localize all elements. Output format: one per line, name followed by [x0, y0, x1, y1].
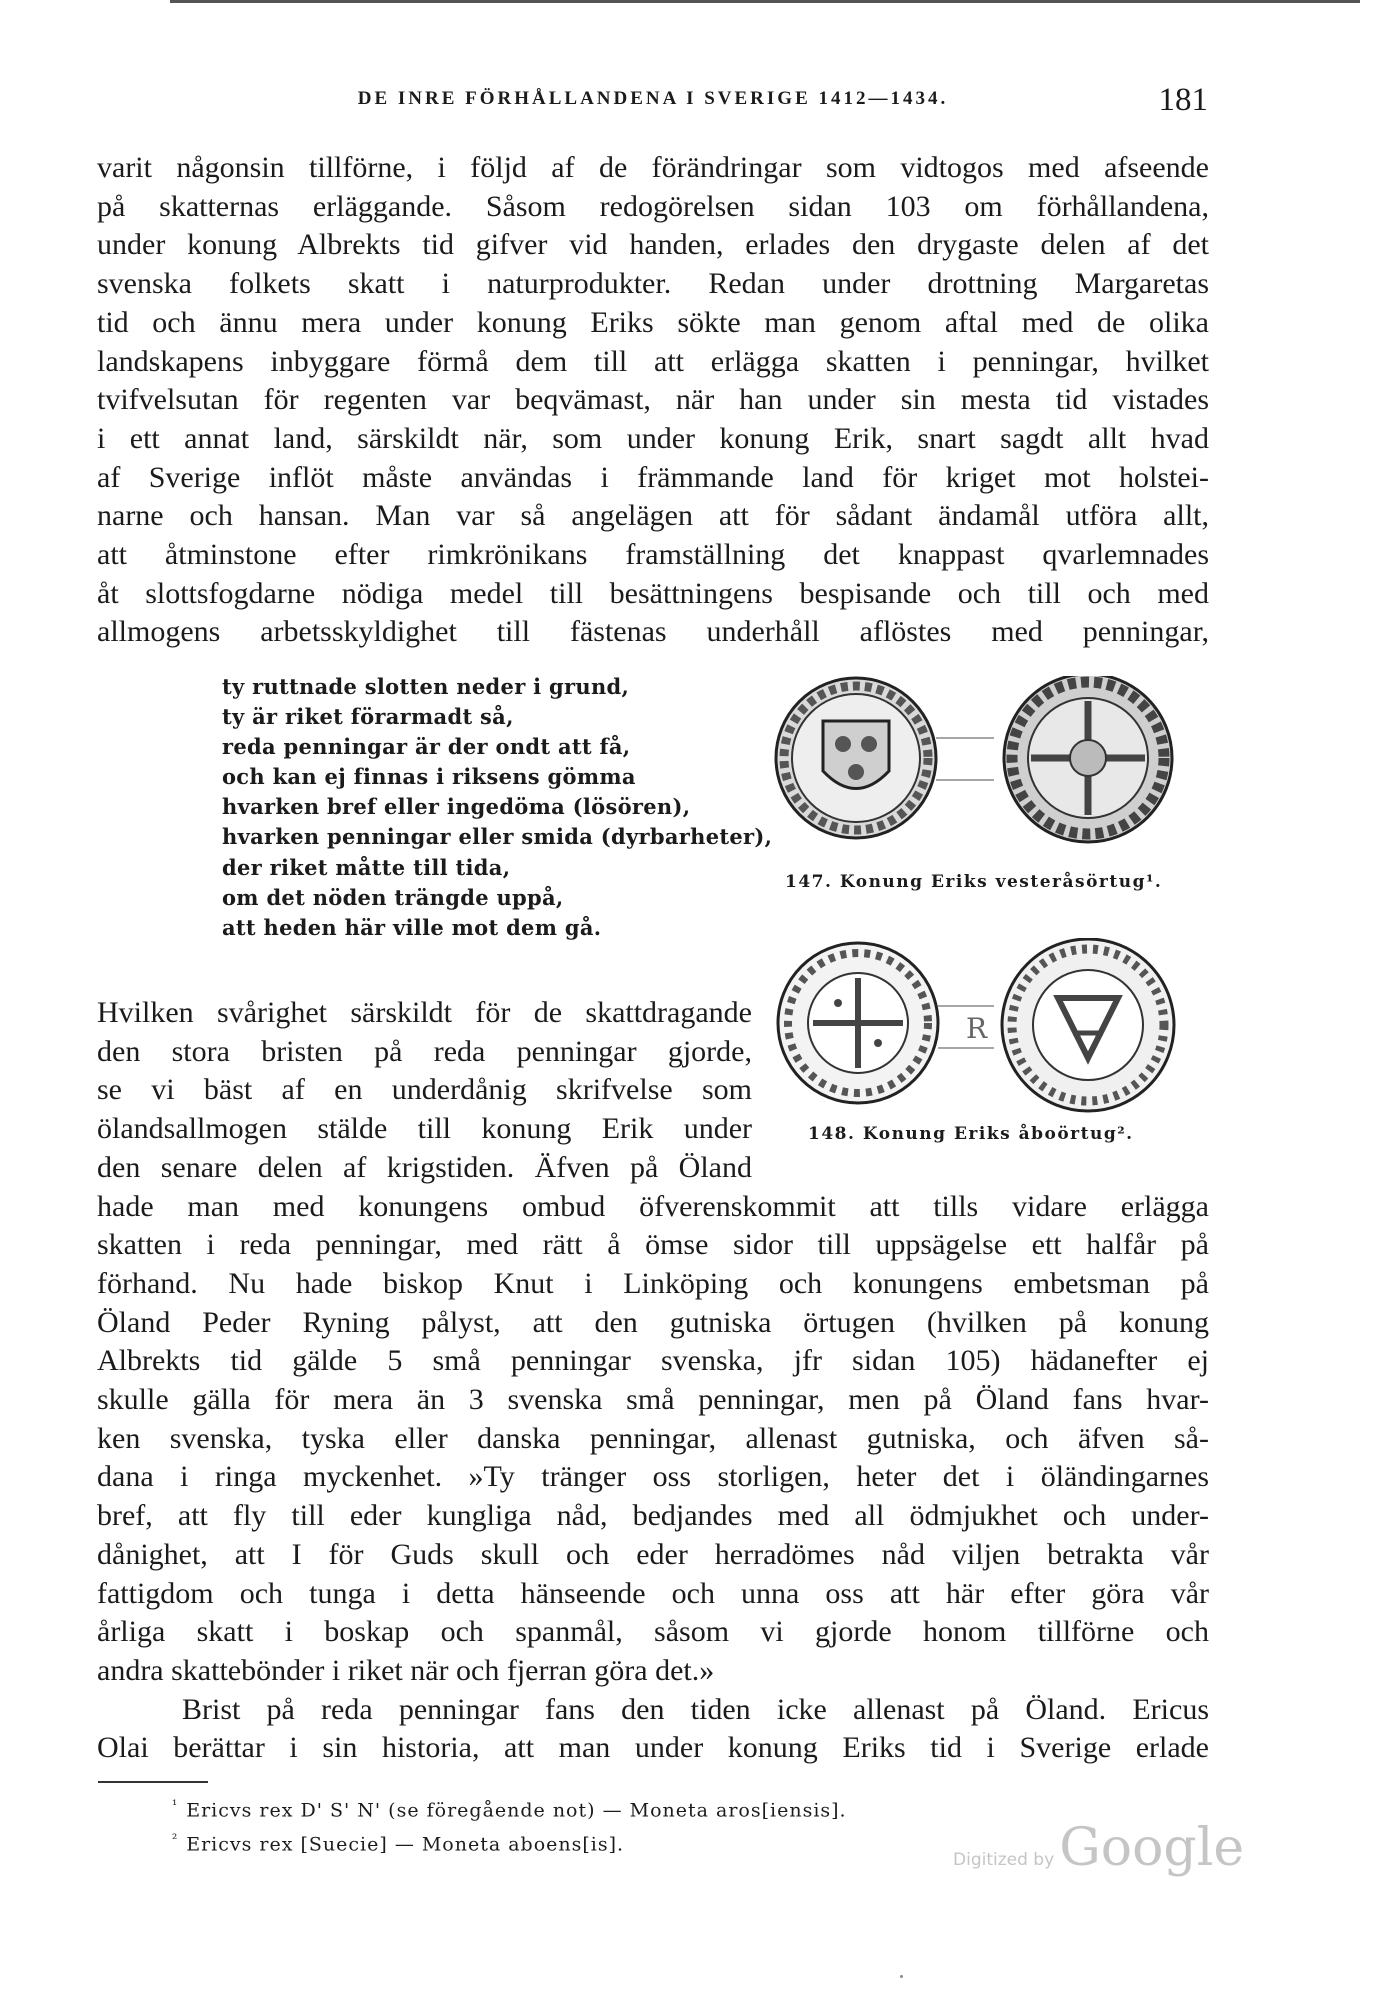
text-line: den senare delen af krigstiden. Äfven på Öland [97, 1150, 752, 1184]
footnote-rule [98, 1781, 208, 1783]
text-line: af Sverige inflöt måste användas i främmande land för kriget mot holstei- [97, 460, 1209, 494]
text-line: åt slottsfogdarne nödiga medel till besättningens bespisande och till och med [97, 576, 1209, 610]
text-line: narne och hansan. Man var så angelägen att för sådant ändamål utföra allt, [97, 499, 1209, 533]
poem-line: ty är riket förarmadt så, [222, 704, 514, 730]
text-line: andra skattebönder i riket när och fjerran göra det.» [97, 1653, 715, 1687]
poem-line: hvarken bref eller ingedöma (lösören), [222, 794, 691, 820]
poem-line: der riket måtte till tida, [222, 854, 511, 880]
text-line: Albrekts tid gälde 5 små penningar svenska, jfr sidan 105) hädanefter ej [97, 1344, 1209, 1378]
body-paragraph-2 [97, 994, 1209, 1768]
text-line: tid och ännu mera under konung Eriks sökte man genom aftal med de olika [97, 305, 1209, 339]
scan-speck [900, 1975, 903, 1978]
text-line: Öland Peder Ryning pålyst, att den gutniska örtugen (hvilken på konung [97, 1305, 1209, 1339]
figure-148-caption: 148. Konung Eriks åboörtug². [808, 1124, 1134, 1144]
poem-line: och kan ej finnas i riksens gömma [222, 764, 636, 790]
text-line: den stora bristen på reda penningar gjorde, [97, 1034, 752, 1068]
text-line: allmogens arbetsskyldighet till fästenas underhåll aflöstes med penningar, [97, 615, 1209, 649]
footnote-text: Ericvs rex [Suecie] — Moneta aboens[is]. [186, 1833, 625, 1856]
text-line: årliga skatt i boskap och spanmål, såsom vi gjorde honom tillförne och [97, 1615, 1209, 1649]
poem-line: reda penningar är der ondt att få, [222, 734, 631, 760]
text-line: skulle gälla för mera än 3 svenska små penningar, men på Öland fans hvar- [97, 1383, 1209, 1417]
text-line: Hvilken svårighet särskildt för de skattdragande [97, 996, 752, 1029]
text-line: skatten i reda penningar, med rätt å ömse sidor till uppsägelse ett halfår på [97, 1228, 1209, 1262]
poem-line: om det nöden trängde uppå, [222, 884, 564, 910]
text-line: på skatternas erläggande. Såsom redogörelsen sidan 103 om förhållandena, [97, 189, 1209, 223]
text-line: landskapens inbyggare förmå dem till att erlägga skatten i penningar, hvilket [97, 344, 1209, 378]
text-line: tvifvelsutan för regenten var beqvämast, när han under sin mesta tid vistades [97, 383, 1209, 417]
text-line: dånighet, att I för Guds skull och eder herradömes nåd viljen betrakta vår [97, 1537, 1209, 1571]
text-line: fattigdom och tunga i detta hänseende och unna oss att här efter göra vår [97, 1576, 1209, 1610]
top-edge-line [170, 0, 1360, 3]
text-line: Brist på reda penningar fans den tiden icke allenast på Öland. Ericus [182, 1692, 1209, 1726]
text-line: ken svenska, tyska eller danska penningar, allenast gutniska, och äfven så- [97, 1421, 1209, 1455]
poem-line: att heden här ville mot dem gå. [222, 914, 602, 940]
coin-figure-147 [768, 676, 1198, 846]
text-line: förhand. Nu hade biskop Knut i Linköping och konungens embetsman på [97, 1266, 1209, 1300]
poem-line: hvarken penningar eller smida (dyrbarheter), [222, 824, 773, 850]
poem-line: ty ruttnade slotten neder i grund, [222, 674, 630, 699]
footnote-text: Ericvs rex D' S' N' (se föregående not) — Moneta aros[iensis]. [186, 1799, 847, 1822]
text-line: dana i ringa myckenhet. »Ty tränger oss storligen, heter det i öländingarnes [97, 1460, 1209, 1494]
text-line: ölandsallmogen stälde till konung Erik under [97, 1112, 752, 1146]
footnote-1 [172, 1791, 847, 1825]
text-line: i ett annat land, särskildt när, som under konung Erik, snart sagdt allt hvad [97, 421, 1209, 455]
footnotes [172, 1791, 847, 1860]
text-line: svenska folkets skatt i naturprodukter. Redan under drottning Margaretas [97, 267, 1209, 301]
text-line: varit någonsin tillförne, i följd af de förändringar som vidtogos med afseende [97, 151, 1209, 184]
watermark-prefix: Digitized by [953, 1850, 1055, 1870]
text-line: bref, att fly till eder kungliga nåd, bedjandes med all ödmjukhet och under- [97, 1499, 1209, 1533]
footnote-marker: ¹ [172, 1798, 179, 1813]
footnote-2 [172, 1825, 847, 1859]
rhymed-chronicle-quote [222, 672, 782, 943]
page-header [98, 82, 1208, 122]
body-paragraph-1 [97, 149, 1209, 652]
watermark-brand: Google [1059, 1818, 1245, 1878]
text-line: att åtminstone efter rimkrönikans framställning det knappast qvarlemnades [97, 538, 1209, 572]
text-line: under konung Albrekts tid gifver vid handen, erlades den drygaste delen af det [97, 228, 1209, 262]
figure-147-caption: 147. Konung Eriks vesteråsörtug¹. [785, 872, 1163, 892]
coin-reverse-cross-image [1004, 676, 1172, 842]
coin-mark-label: R [966, 1012, 988, 1045]
text-line: se vi bäst af en underdånig skrifvelse som [97, 1073, 752, 1107]
page-number: 181 [1158, 82, 1208, 118]
text-line: hade man med konungens ombud öfverenskommit att tills vidare erlägga [97, 1189, 1209, 1223]
text-line: Olai berättar i sin historia, att man under konung Eriks tid i Sverige erlade [97, 1731, 1209, 1765]
footnote-marker: ² [172, 1832, 179, 1848]
digitization-watermark [953, 1818, 1244, 1878]
running-title: DE INRE FÖRHÅLLANDENA I SVERIGE 1412—1434. [357, 88, 949, 109]
coin-obverse-shield-image [776, 678, 936, 838]
